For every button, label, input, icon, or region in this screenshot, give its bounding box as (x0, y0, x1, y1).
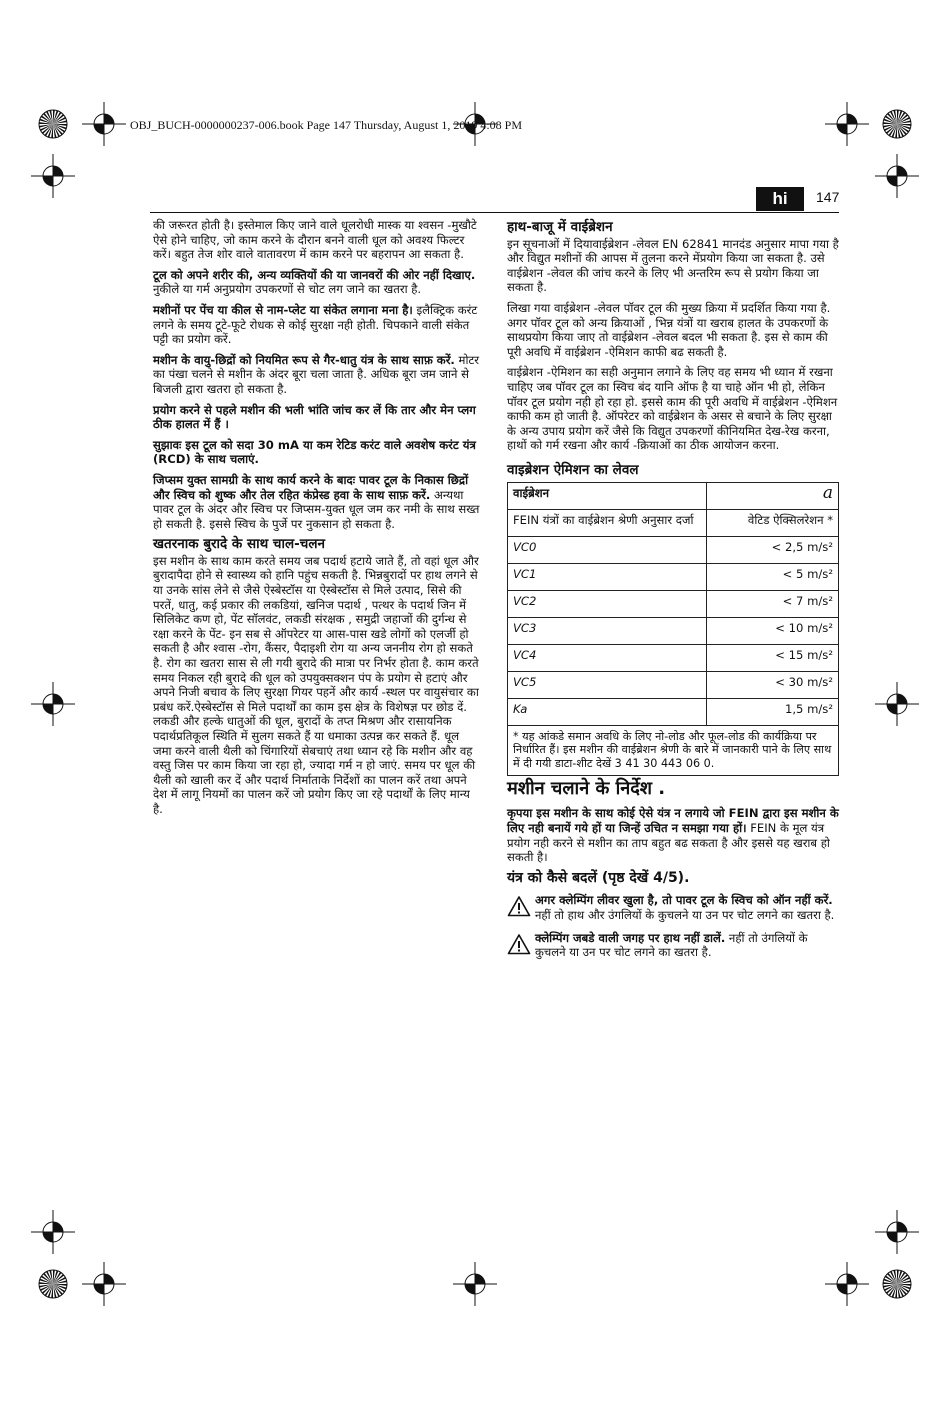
warning-triangle-icon (507, 893, 533, 922)
table-header-left: वाईब्रेशन (508, 482, 707, 509)
vibration-class-cell: Ka (508, 698, 707, 725)
vibration-class-cell: VC5 (508, 671, 707, 698)
warning-block-1 (507, 893, 839, 922)
table-subheader-right: वेटिड ऐक्सिलरेशन * (706, 509, 838, 536)
crosshair-mark (875, 1210, 919, 1254)
table-row (508, 671, 839, 698)
right-column (507, 218, 839, 968)
crosshair-mark (875, 154, 919, 198)
crosshair-mark (825, 1262, 869, 1306)
crosshair-mark (82, 102, 126, 146)
dust-section-text: इस मशीन के साथ काम करते समय जब पदार्थ हटाये जाते हैं, तो वहां धूल और बुरादापैदा होने से स्वास्थ्य को हानि पहुंच सकती है. भिन्नबुरादों पर हाथ लगने से या उनके सांस लेने से जैसे ऐस्बेस्टॉस या ऐस्बेस्टॉस से मिले उत्पाद, सिसे की परतें, धातु, कई प्रकार की लकडियां, खनिज पदार्थ , पत्थर के पदार्थ जिन में सिलिकेट कण हो, पेंट सॉलवंट, लकडी संरक्षक , समुद्री जहाजों की दुर्गन्ध से रक्षा करने के पेंट- इन सब से ऑपरेटर या आस-पास खडे लोगों को एलर्जी हो सकती है और श्वास -रोग, कैंसर, पैदाइशी रोग या अन्य जननीय रोग हो सकते है. रोग का खतरा सास से ली गयी बुरादे की मात्रा पर निर्भर होता है. काम करते समय निकल रही बुरादे की धूल को उपयुक्सक्शन पंप के प्रयोग से हटाएं और अपने निजी बचाव के लिए सुरक्षा गियर पहनें और कार्य -स्थल पर वायुसंचार का प्रबंध करें.ऐस्बेस्टॉस से मिले पदार्थों का काम इस क्षेत्र के विशेषज्ञ पर छोड दें. लकडी और हल्के धातुओं की धूल, बुरादों के तप्त मिश्रण और रासायनिक पदार्थप्रतिकूल स्थिति में सुलग सकते हैं या धमाका उत्पन्न कर सकते हैं. धूल जमा करने वाली थैली को चिंगारियों सेबचाएं तथा ध्यान रहे कि मशीन और वह वस्तु जिस पर काम किया जा रहा हो, ज्यादा गर्म न हो जाएं. समय पर धूल की थैली को खाली कर दें और पदार्थ निर्माताके निर्देशों का पालन करें तथा अपने देश में लागू नियमों का पालन करें जो प्रयोग किए जा रहे पदार्थों के लिए मान्य है. (153, 553, 479, 816)
table-body (508, 536, 839, 725)
table-row (508, 536, 839, 563)
vibration-paragraph-1: इन सूचनाओं में दियावाईब्रेशन -लेवल EN 62841 मानदंड अनुसार मापा गया है और विद्युत मशीनों की आपस में तुलना करने मेंप्रयोग किया जा सकता है. उसे वाईब्रेशन -लेवल की जांच करने के लिए भी अन्तरिम रूप से प्रयोग किया जा सकता है. (507, 236, 839, 295)
vibration-class-cell: VC1 (508, 563, 707, 590)
warning-triangle-icon (507, 931, 533, 960)
star-target-mark (882, 1269, 912, 1299)
table-footnote: * यह आंकडे समान अवधि के लिए नो-लोड और फूल-लोड की कार्यक्रिया पर निर्धारित हैं। इस मशीन की वाईब्रेशन श्रेणी के बारे में जानकारी पाने के लिए साथ में दी गयी डाटा-शीट देखें 3 41 30 443 06 0. (507, 726, 839, 776)
vibration-section-title: हाथ-बाजू में वाईब्रेशन (507, 219, 613, 235)
vibration-paragraph-2: लिखा गया वाईब्रेशन -लेवल पॉवर टूल की मुख्य क्रिया में प्रदर्शित किया गया है. अगर पॉवर टूल को अन्य क्रियाओं , भिन्न यंत्रों या खराब हालत के उपकरणों के साथप्रयोग किया जाए तो वाईब्रेशन -लेवल बदल भी सकता है. इस से काम की पूरी अवधि में वाईब्रेशन -ऐमिशन काफी बढ सकती है. (507, 300, 831, 359)
table-row (508, 644, 839, 671)
crosshair-mark (31, 682, 75, 726)
acceleration-value-cell: < 15 m/s² (706, 644, 838, 671)
table-row (508, 590, 839, 617)
acceleration-value-cell: < 5 m/s² (706, 563, 838, 590)
vibration-class-cell: VC2 (508, 590, 707, 617)
left-column (153, 218, 481, 823)
change-tool-title: यंत्र को कैसे बदलें (पृष्ठ देखें 4/5). (507, 869, 690, 886)
accessory-warning: कृपया इस मशीन के साथ कोई ऐसे यंत्र न लगाये जो FEIN द्वारा इस मशीन के लिए नही बनायें गये हों या जिन्हें उचित न समझा गया हों। FEIN के मूल यंत्र प्रयोग नही करने से मशीन का ताप बहुत बढ सकता है और इससे यह खराब हो सकती है। (507, 806, 839, 865)
table-header-row (508, 482, 839, 509)
table-header-symbol: a (706, 482, 838, 509)
vibration-class-cell: VC4 (508, 644, 707, 671)
acceleration-value-cell: < 7 m/s² (706, 590, 838, 617)
crosshair-mark (825, 102, 869, 146)
air-vent-warning: मशीन के वायु-छिद्रों को नियमित रूप से गैर-धातु यंत्र के साथ साफ़ करें. मोटर का पंखा चलने से मशीन के अंदर बूरा चला जाता है. अधिक बूरा जम जाने से बिजली द्वारा खतरा हो सकता है. (153, 352, 480, 396)
table-row (508, 617, 839, 644)
operating-instructions-title: मशीन चलाने के निर्देश . (507, 777, 666, 799)
language-badge: hi (756, 187, 804, 211)
crosshair-mark (82, 1262, 126, 1306)
vibration-class-cell: VC3 (508, 617, 707, 644)
dust-mask-paragraph: की जरूरत होती है। इस्तेमाल किए जाने वाले धूलरोधी मास्क या श्वसन -मुखौटे ऐसे होने चाहिए, जो काम करने के दौरान बनने वाली धूल को अवश्य फिल्टर करें। बहुत तेज शोर वाले वातावरण में काम करने पर बहरापन आ सकता है. (153, 218, 477, 262)
emission-level-title: वाइब्रेशन ऐमिशन का लेवल (507, 461, 639, 478)
header-rule (150, 212, 839, 213)
book-header-line: OBJ_BUCH-0000000237-006.book Page 147 Thursday, August 1, 2019 4:08 PM (130, 118, 523, 132)
star-target-mark (38, 109, 68, 139)
table-row (508, 698, 839, 725)
cable-check-warning: प्रयोग करने से पहले मशीन की भली भांति जांच कर लें कि तार और मेन प्लग ठीक हालत में हैं । (153, 402, 476, 432)
acceleration-value-cell: < 2,5 m/s² (706, 536, 838, 563)
warning-text-1: अगर क्लेम्पिंग लीवर खुला है, तो पावर टूल के स्विच को ऑन नहीं करें. नहीं तो हाथ और उंगलियों के कुचलने या उन पर चोट लगने का खतरा है. (535, 893, 835, 923)
table-subheader-left: FEIN यंत्रों का वाईब्रेशन श्रेणी अनुसार दर्जा (508, 509, 707, 536)
acceleration-value-cell: 1,5 m/s² (706, 698, 838, 725)
star-target-mark (882, 109, 912, 139)
vibration-class-cell: VC0 (508, 536, 707, 563)
vibration-paragraph-3: वाईब्रेशन -ऐमिशन का सही अनुमान लगाने के लिए वह समय भी ध्यान में रखना चाहिए जब पॉवर टूल का स्विच बंद यानि ऑफ है या चाहे ऑन भी हो, लेकिन पॉवर टूल प्रयोग नही हो रहा हो. इससे काम की पूरी अवधि में वाईब्रेशन -ऐमिशन काफी कम हो जाती है. ऑपरेटर को वाईब्रेशन के असर से बचाने के लिए सुरक्षा के अन्य उपाय प्रयोग करें जैसे कि विद्युत उपकरणों कीनियमित देख-रेख करना, हाथों को गर्म रखना और कार्य -क्रियाओं का ठीक आयोजन करना. (507, 365, 838, 453)
vibration-table (507, 482, 839, 726)
crosshair-mark (31, 154, 75, 198)
page-number: 147 (816, 189, 840, 205)
table-row (508, 563, 839, 590)
warning-text-2: क्लेम्पिंग जबडे वाली जगह पर हाथ नहीं डालें. नहीं तो उंगलियों के कुचलने या उन पर चोट लगने का खतरा है. (535, 930, 808, 960)
warning-block-2 (507, 931, 839, 960)
acceleration-value-cell: < 30 m/s² (706, 671, 838, 698)
acceleration-value-cell: < 10 m/s² (706, 617, 838, 644)
crosshair-mark (31, 1210, 75, 1254)
star-target-mark (38, 1269, 68, 1299)
crosshair-mark (453, 1262, 497, 1306)
table-subheader-row (508, 509, 839, 536)
crosshair-mark (875, 682, 919, 726)
dust-section-title: खतरनाक बुरादे के साथ चाल-चलन (153, 536, 325, 553)
rcd-advice: सुझावः इस टूल को सदा 30 mA या कम रेटिड करंट वाले अवशेष करंट यंत्र (RCD) के साथ चलाएं. (153, 437, 476, 467)
nameplate-warning: मशीनों पर पेंच या कील से नाम-प्लेट या संकेत लगाना मना है। इलैक्ट्रिक करंट लगने के समय टूटे-फूटे रोधक से कोई सुरक्षा नही होती. चिपकाने वाली संकेत पट्टी का प्रयोग करें. (153, 302, 478, 347)
gypsum-warning: जिप्सम युक्त सामग्री के साथ कार्य करने के बादः पावर टूल के निकास छिद्रों और स्विच को शुष्क और तेल रहित कंप्रेस्ड हवा के साथ साफ़ करें. अन्यथा पावर टूल के अंदर और स्विच पर जिप्सम-युक्त धूल जम कर नमी के साथ सख्त हो सकती है. इससे स्विच के पुर्जे पर नुकसान हो सकता है. (153, 472, 480, 531)
point-tool-warning: टूल को अपने शरीर की, अन्य व्यक्तियों की या जानवरों की ओर नहीं दिखाए. नुकीले या गर्म अनुप्रयोग उपकरणों से चोट लग जाने का खतरा है. (153, 267, 476, 297)
